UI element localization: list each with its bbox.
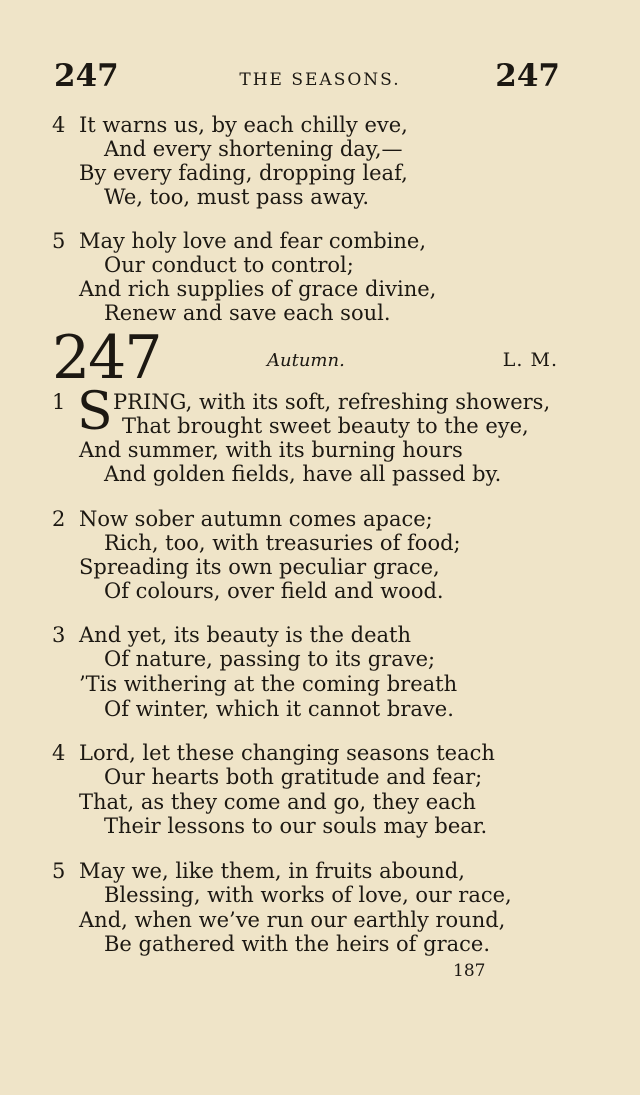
verse-line: By every fading, dropping leaf, (79, 161, 408, 185)
verse-line: Renew and save each soul. (104, 301, 391, 325)
hymn-meter: L. M. (502, 349, 558, 371)
header-hymn-number-right: 247 (495, 58, 560, 94)
header-hymn-number-left: 247 (54, 58, 119, 94)
running-title: THE SEASONS. (239, 70, 401, 90)
verse-line: Of colours, over field and wood. (104, 579, 444, 603)
verse-line: Blessing, with works of love, our race, (104, 883, 512, 907)
stanza-number: 5 (52, 229, 66, 253)
verse-line: Spreading its own peculiar grace, (79, 555, 440, 579)
verse-line: Of nature, passing to its grave; (104, 647, 436, 671)
verse-line: Now sober autumn comes apace; (79, 507, 433, 531)
verse-line: And golden fields, have all passed by. (104, 462, 502, 486)
stanza-number: 4 (52, 113, 66, 137)
verse-line: Their lessons to our souls may bear. (104, 814, 488, 838)
stanza-number: 1 (52, 390, 66, 414)
verse-line: And, when we’ve run our earthly round, (79, 908, 506, 932)
verse-line: Of winter, which it cannot brave. (104, 697, 454, 721)
stanza-number: 5 (52, 859, 66, 883)
stanza-number: 4 (52, 741, 66, 765)
hymn-number: 247 (52, 323, 161, 393)
verse-line: Lord, let these changing seasons teach (79, 741, 495, 765)
page-folio: 187 (453, 961, 486, 981)
hymn-title: Autumn. (267, 350, 345, 371)
verse-line: Our hearts both gratitude and fear; (104, 765, 483, 789)
verse-line: It warns us, by each chilly eve, (79, 113, 408, 137)
verse-line: That brought sweet beauty to the eye, (122, 414, 529, 438)
verse-line: ’Tis withering at the coming breath (79, 672, 458, 696)
verse-line: May holy love and fear combine, (79, 229, 427, 253)
stanza-number: 3 (52, 623, 66, 647)
verse-line: And yet, its beauty is the death (79, 623, 411, 647)
verse-line: Our conduct to control; (104, 253, 354, 277)
verse-line: And rich supplies of grace divine, (79, 277, 437, 301)
verse-line: We, too, must pass away. (104, 185, 370, 209)
verse-line: And every shortening day,— (104, 137, 403, 161)
verse-line: Be gathered with the heirs of grace. (104, 932, 490, 956)
verse-line: That, as they come and go, they each (79, 790, 476, 814)
verse-line: Rich, too, with treasuries of food; (104, 531, 461, 555)
verse-line: PRING, with its soft, refreshing showers, (113, 390, 551, 414)
verse-line: May we, like them, in fruits abound, (79, 859, 465, 883)
stanza-number: 2 (52, 507, 66, 531)
drop-cap: S (77, 382, 113, 442)
verse-line: And summer, with its burning hours (79, 438, 463, 462)
